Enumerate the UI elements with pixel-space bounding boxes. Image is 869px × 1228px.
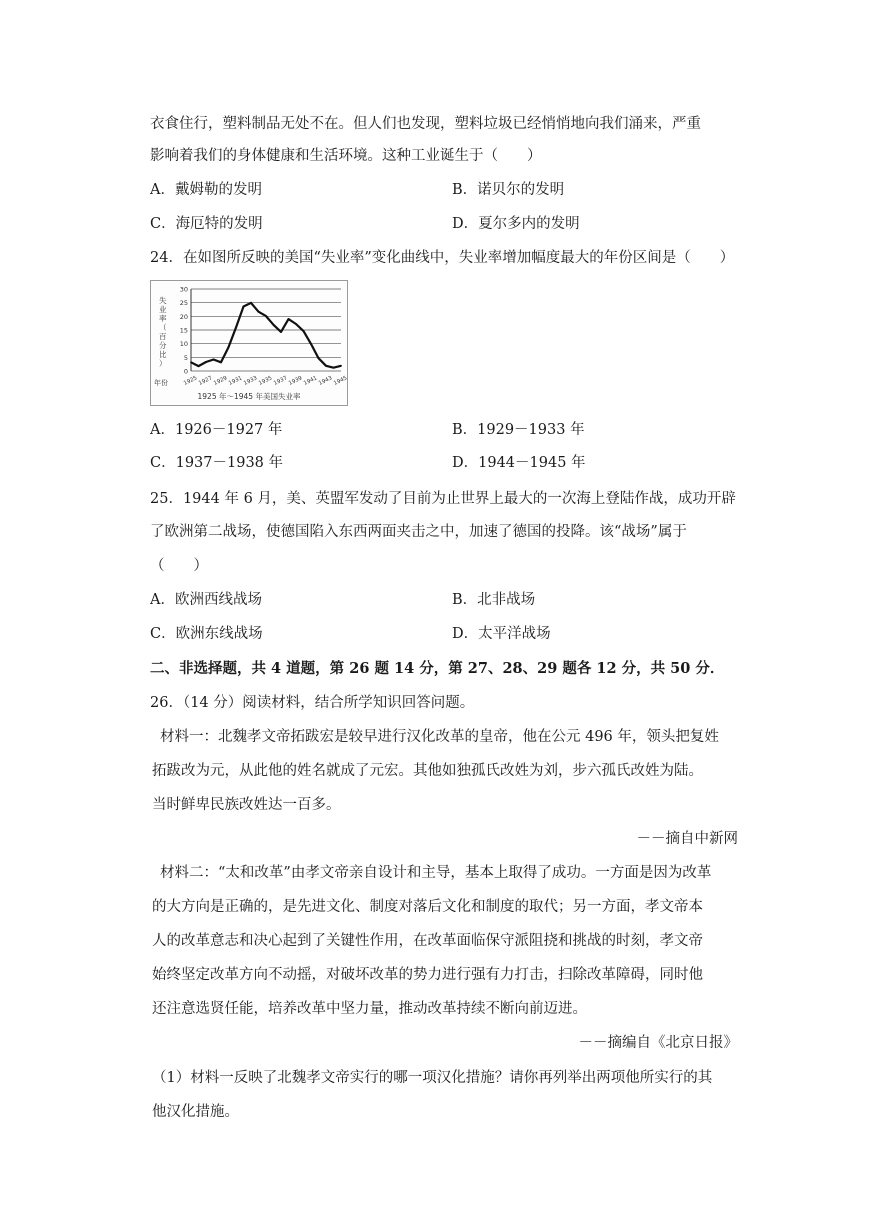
q25-option-c: C．欧洲东线战场 — [150, 626, 263, 642]
q23-stem-line2: 影响着我们的身体健康和生活环境。这种工业诞生于（ ） — [150, 148, 542, 164]
chart-x-tick-label: 1941 — [302, 375, 319, 387]
q26-material2-line4: 始终坚定改革方向不动摇，对破坏改革的势力进行强有力打击，扫除改革障碍，同时他 — [152, 967, 703, 983]
chart-y-ticks — [180, 286, 188, 376]
chart-x-tick-label: 1927 — [197, 375, 214, 387]
chart-data-point — [340, 365, 342, 367]
chart-y-tick-label: 20 — [179, 312, 188, 321]
q25-stem-line1: 25．1944 年 6 月，美、英盟军发动了目前为止世界上最大的一次海上登陆作战，成功开辟 — [150, 491, 736, 507]
chart-title: 1925 年～1945 年美国失业率 — [197, 392, 301, 401]
chart-data-point — [333, 367, 335, 369]
chart-data-point — [205, 361, 207, 363]
chart-x-tick-label: 1945 — [332, 375, 347, 387]
q26-material1-line2: 拓跋改为元，从此他的姓名就成了元宏。其他如独孤氏改姓为刘，步六孤氏改姓为陆。 — [152, 763, 703, 779]
chart-y-label-char: 业 — [159, 305, 167, 314]
chart-data-point — [295, 323, 297, 325]
chart-data-point — [325, 365, 327, 367]
chart-data-point — [190, 361, 192, 363]
chart-y-tick-label: 30 — [179, 285, 188, 294]
q24-option-a: A．1926－1927 年 — [150, 422, 283, 438]
chart-x-tick-label: 1929 — [212, 375, 229, 387]
chart-x-tick-label: 1935 — [257, 375, 274, 387]
q23-stem-line1: 衣食住行，塑料制品无处不在。但人们也发现，塑料垃圾已经悄悄地向我们涌来，严重 — [150, 116, 701, 132]
q26-stem: 26．（14 分）阅读材料，结合所学知识回答问题。 — [150, 695, 475, 711]
chart-x-tick-label: 1933 — [242, 375, 259, 387]
q26-material2-line3: 人的改革意志和决心起到了关键性作用，在改革面临保守派阻挠和挑战的时刻，孝文帝 — [152, 933, 703, 949]
q25-stem-line2: 了欧洲第二战场，使德国陷入东西两面夹击之中，加速了德国的投降。该“战场”属于 — [150, 524, 687, 540]
chart-line-layer — [190, 302, 342, 369]
q24-stem: 24．在如图所反映的美国“失业率”变化曲线中，失业率增加幅度最大的年份区间是（ ） — [150, 250, 735, 266]
q26-material2-line5: 还注意选贤任能，培养改革中坚力量，推动改革持续不断向前迈进。 — [152, 1001, 587, 1017]
chart-data-point — [288, 318, 290, 320]
chart-data-point — [273, 324, 275, 326]
chart-data-point — [228, 346, 230, 348]
q26-material1-line1: 材料一：北魏孝文帝拓跋宏是较早进行汉化改革的皇帝，他在公元 496 年，领头把复姓 — [160, 729, 719, 745]
chart-y-tick-label: 15 — [179, 326, 188, 335]
unemployment-chart-svg — [151, 281, 347, 405]
q26-material1-line3: 当时鲜卑民族改姓达一百多。 — [152, 797, 341, 813]
chart-data-point — [280, 331, 282, 333]
chart-data-point — [265, 315, 267, 317]
chart-y-label-char: ） — [159, 359, 167, 368]
q24-option-b: B．1929－1933 年 — [452, 422, 585, 438]
q24-option-c: C．1937－1938 年 — [150, 455, 284, 471]
chart-data-point — [198, 365, 200, 367]
q25-option-b: B．北非战场 — [452, 592, 536, 608]
chart-y-label-char: 百 — [159, 332, 167, 341]
chart-x-tick-label: 1943 — [317, 375, 334, 387]
chart-data-point — [220, 361, 222, 363]
q23-option-d: D．夏尔多内的发明 — [452, 216, 580, 232]
chart-y-tick-label: 0 — [183, 367, 188, 376]
chart-y-label-char: 失 — [159, 296, 167, 305]
q23-option-c: C．海厄特的发明 — [150, 216, 263, 232]
unemployment-chart — [150, 280, 348, 406]
chart-y-label-char: （ — [159, 323, 167, 332]
chart-y-tick-label: 5 — [183, 353, 188, 362]
chart-y-tick-label: 25 — [179, 299, 188, 308]
chart-y-label — [159, 295, 167, 368]
chart-x-label: 年份 — [154, 379, 168, 387]
q26-material2-line2: 的大方向是正确的，是先进文化、制度对落后文化和制度的取代；另一方面，孝文帝本 — [152, 899, 703, 915]
chart-x-tick-label: 1939 — [287, 375, 304, 387]
q25-stem-line3: （ ） — [150, 558, 208, 574]
chart-x-tick-label: 1925 — [182, 375, 199, 387]
chart-y-label-char: 比 — [159, 350, 167, 359]
chart-data-point — [243, 306, 245, 308]
chart-y-label-char: 分 — [159, 341, 167, 350]
q26-material2-line1: 材料二：“太和改革”由孝文帝亲自设计和主导，基本上取得了成功。一方面是因为改革 — [160, 865, 712, 881]
chart-x-tick-label: 1937 — [272, 375, 289, 387]
q23-option-a: A．戴姆勒的发明 — [150, 182, 262, 198]
chart-data-point — [213, 359, 215, 361]
q26-material1-source: －－摘自中新网 — [636, 831, 738, 847]
chart-x-tick-label: 1931 — [227, 375, 244, 387]
chart-data-point — [310, 343, 312, 345]
chart-data-point — [235, 327, 237, 329]
q25-option-d: D．太平洋战场 — [452, 626, 551, 642]
q24-option-d: D．1944－1945 年 — [452, 455, 586, 471]
chart-y-label-char: 率 — [159, 314, 167, 323]
q26-sub1-line2: 他汉化措施。 — [152, 1104, 239, 1120]
section-two-header: 二、非选择题，共 4 道题，第 26 题 14 分，第 27、28、29 题各 12 分，共 50 分． — [150, 660, 725, 677]
q26-material2-source: －－摘编自《北京日报》 — [578, 1035, 738, 1051]
q25-option-a: A．欧洲西线战场 — [150, 592, 262, 608]
chart-y-tick-label: 10 — [179, 340, 188, 349]
chart-data-point — [250, 302, 252, 304]
q26-sub1-line1: （1）材料一反映了北魏孝文帝实行的哪一项汉化措施？请你再列举出两项他所实行的其 — [152, 1070, 713, 1086]
chart-data-point — [303, 330, 305, 332]
chart-data-point — [318, 357, 320, 359]
chart-data-point — [258, 311, 260, 313]
chart-x-ticks — [183, 375, 347, 387]
q23-option-b: B．诺贝尔的发明 — [452, 182, 565, 198]
